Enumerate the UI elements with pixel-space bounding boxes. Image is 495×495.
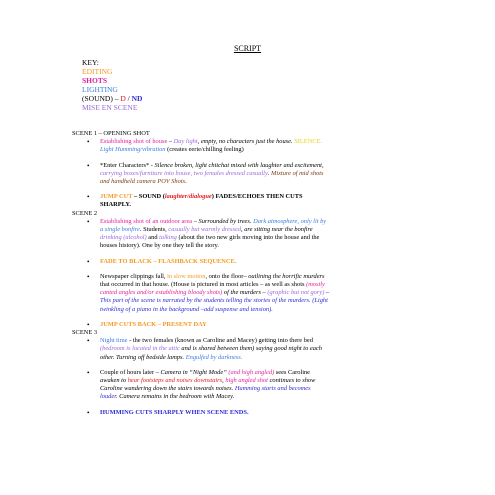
color-key xyxy=(82,58,142,112)
scene-1-list xyxy=(72,138,422,209)
scene-2-item-3: • Newspaper clippings fall, in slow motion, onto the floor– outlining the horrific murders that occurred in that house. (House is pictured in most articles – as well as shots (mostly canted angles and/or establishing bloody shots) of the murders – (graphic but not gory) – This part of the scene is narrated by the students telling the stories of the murders. (Light twinkling of a piano in the background –add suspense and tension). xyxy=(72,273,422,314)
scene-3-heading: SCENE 3 xyxy=(72,329,98,337)
scene-1-item-2: • *Enter Characters* - Silence broken, light chitchat mixed with laughter and excitement, carrying boxes/furniture into house, two females dressed casually. Mixture of mid shots and handheld camera POV Shots. xyxy=(72,162,422,187)
scene-2-item-1: • Establishing shot of an outdoor area – Surrounded by trees. Dark atmosphere, only lit by a single bonfire. Students, casually but warmly dressed, are sitting near the bonfire drinking (alcohol) and talking (about the two new girls moving into the house and the houses history). One by one they tell the story. xyxy=(72,218,422,251)
scene-1-heading: SCENE 1 – OPENING SHOT xyxy=(72,130,150,137)
scene-2-list xyxy=(72,218,422,329)
key-shots: SHOTS xyxy=(82,76,108,85)
scene-3-item-1: • Night time - the two females (known as Caroline and Macey) getting into there bed (bedroom is located in the attic and is shared between them) saying good night to each other. Turning off bedside lamps. Engulfed by darkness. xyxy=(72,337,422,362)
scene-3-list xyxy=(72,337,422,417)
key-heading: KEY: xyxy=(82,58,99,67)
scene-1-item-1: • Establishing shot of house – Day light, empty, no characters just the house. SILENCE. Light Humming/vibration (creates eerie/chilling feeling) xyxy=(72,138,422,154)
scene-1-item-3: • JUMP CUT – SOUND (laughter/dialogue) FADES/ECHOES THEN CUTS SHARPLY. xyxy=(72,193,422,209)
scene-3-item-2: • Couple of hours later – Camera in “Night Mode” (and high angled) sees Caroline awaken to hear footsteps and noises downstairs, high angled shot continues to show Caroline wandering down the stairs towards noises. Humming starts and becomes louder. Camera remains in the bedroom with Macey. xyxy=(72,369,422,402)
scene-2-heading: SCENE 2 xyxy=(72,209,98,217)
key-editing: EDITING xyxy=(82,67,113,76)
key-lighting: LIGHTING xyxy=(82,85,118,94)
scene-3-item-3: • HUMMING CUTS SHARPLY WHEN SCENE ENDS. xyxy=(72,409,422,417)
key-sound: (SOUND) – D / ND xyxy=(82,94,143,103)
scene-2-item-4: • JUMP CUTS BACK – PRESENT DAY xyxy=(72,321,422,329)
page-title: SCRIPT xyxy=(233,44,262,53)
scene-2-item-2: • FADE TO BLACK – FLASHBACK SEQUENCE. xyxy=(72,258,422,266)
key-mise-en-scene: MISE EN SCENE xyxy=(82,103,138,112)
script-body xyxy=(72,130,422,417)
